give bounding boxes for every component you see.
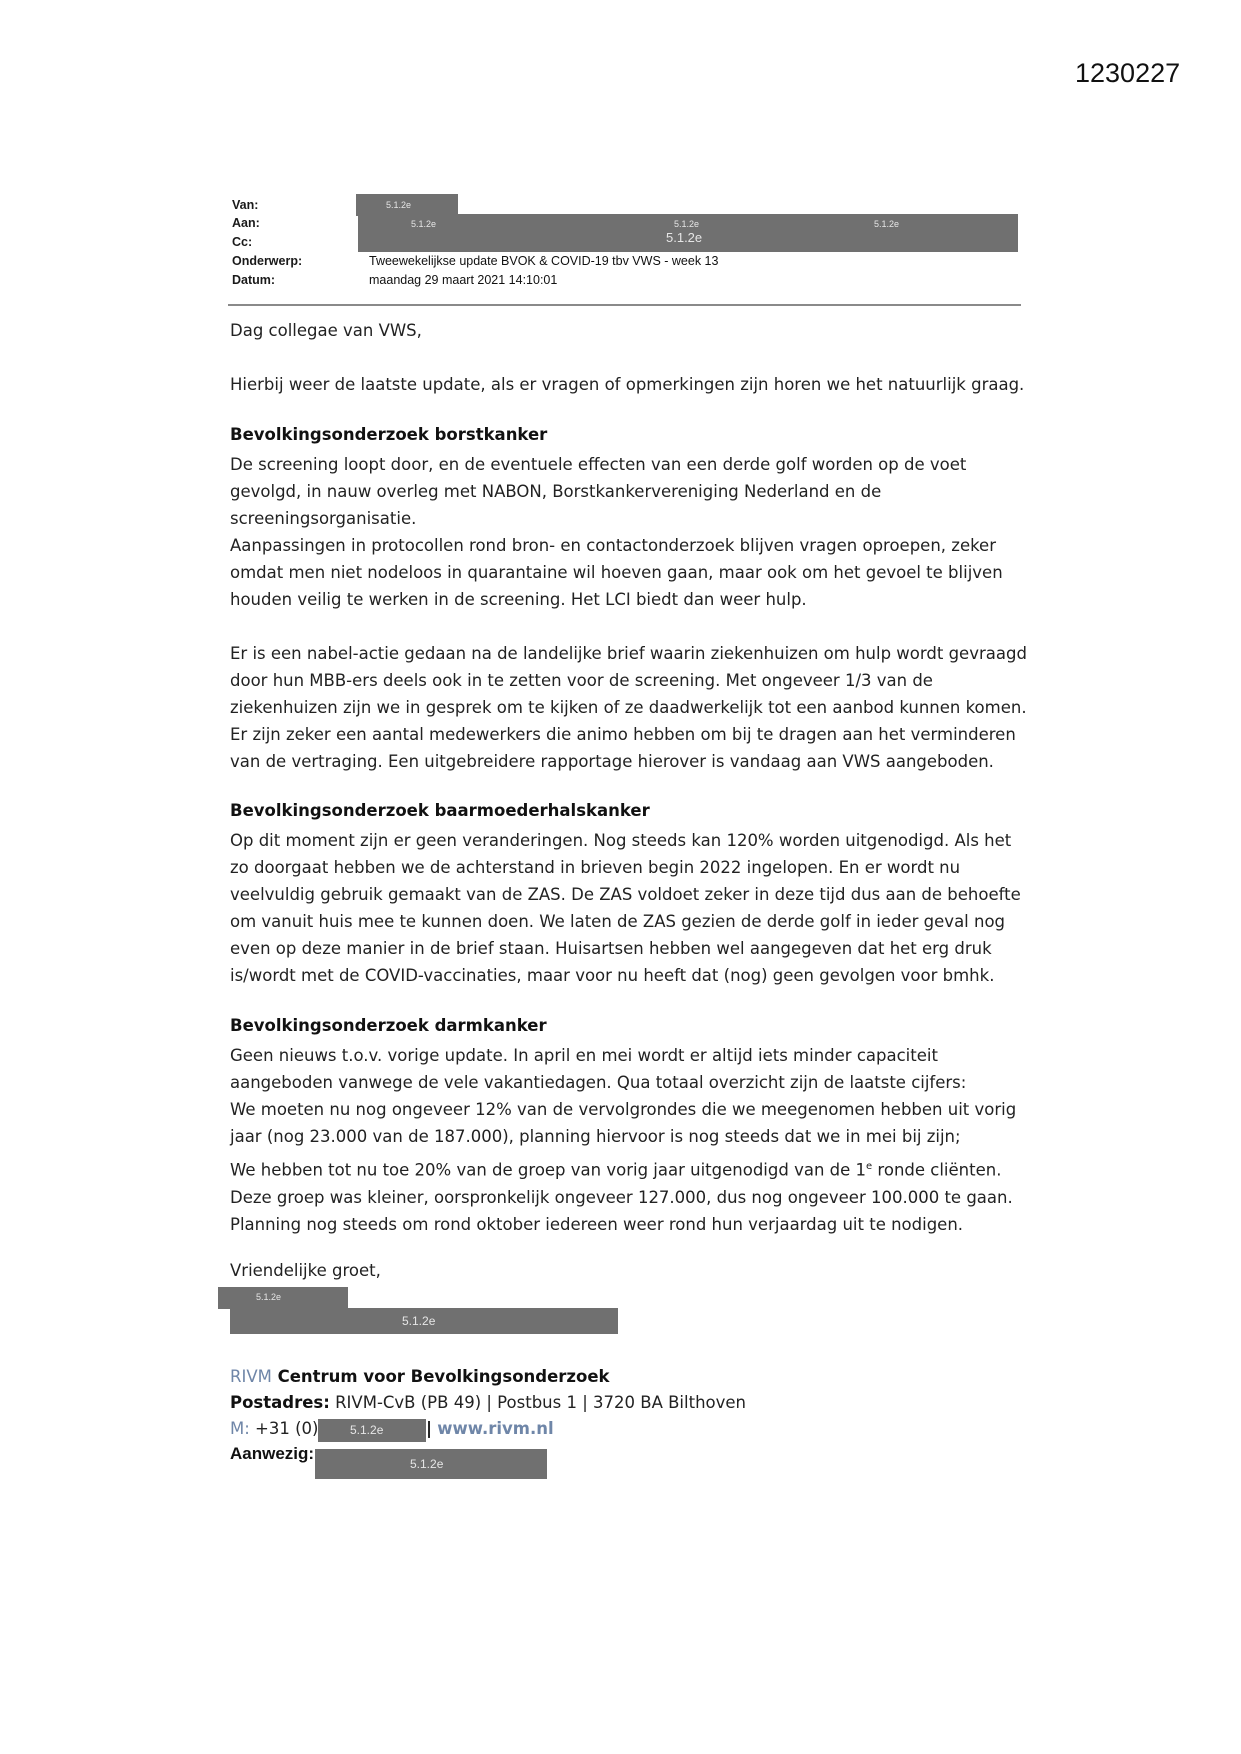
section-title-darmkanker: Bevolkingsonderzoek darmkanker [230, 1016, 547, 1035]
header-divider [228, 304, 1021, 306]
darmkanker-paragraph-1: Geen nieuws t.o.v. vorige update. In april en mei wordt er altijd iets minder capaciteit aangeboden vanwege de vele vakantiedagen. Qua totaal overzicht zijn de laatste cijfers: [230, 1046, 967, 1092]
redaction-signature-title: 5.1.2e [230, 1308, 618, 1334]
section-title-borstkanker: Bevolkingsonderzoek borstkanker [230, 425, 548, 444]
van-label: Van: [232, 198, 259, 212]
signature-phone: M: +31 (0) [230, 1419, 319, 1438]
datum-label: Datum: [232, 273, 276, 287]
cc-label: Cc: [232, 235, 253, 249]
signature-org: RIVM Centrum voor Bevolkingsonderzoek [230, 1367, 610, 1386]
darmkanker-paragraph-2: We moeten nu nog ongeveer 12% van de vervolgrondes die we meegenomen hebben uit vorig jaar (nog 23.000 van de 187.000), planning hiervoor is nog steeds dat we in mei bij zijn; [230, 1100, 1017, 1146]
darmkanker-paragraph-3: We hebben tot nu toe 20% van de groep van vorig jaar uitgenodigd van de 1e ronde cliënten. Deze groep was kleiner, oorspronkelijk ongeveer 127.000, dus nog ongeveer 100.000 te gaan. Planning nog steeds om rond oktober iedereen weer rond hun verjaardag uit te nodigen. [230, 1160, 1013, 1234]
intro-paragraph: Hierbij weer de laatste update, als er vragen of opmerkingen zijn horen we het natuurlijk graag. [230, 375, 1025, 394]
onderwerp-label: Onderwerp: [232, 254, 303, 268]
redaction-aanwezig: 5.1.2e [315, 1449, 547, 1479]
signature-postadres: Postadres: RIVM-CvB (PB 49) | Postbus 1 | 3720 BA Bilthoven [230, 1393, 746, 1412]
redaction-van: 5.1.2e [356, 194, 458, 216]
section-title-baarmoederhalskanker: Bevolkingsonderzoek baarmoederhalskanker [230, 801, 650, 820]
redaction-signature-name: 5.1.2e [218, 1287, 348, 1309]
borstkanker-paragraph-3: Er is een nabel-actie gedaan na de landelijke brief waarin ziekenhuizen om hulp wordt gevraagd door hun MBB-ers deels ook in te zetten voor de screening. Met ongeveer 1/3 van de ziekenhuizen zijn we in gesprek om te kijken of ze daadwerkelijk tot een aanbod kunnen komen. Er zijn zeker een aantal medewerkers die animo hebben om bij te dragen aan het verminderen van de vertraging. Een uitgebreidere rapportage hierover is vandaag aan VWS aangeboden. [230, 644, 1027, 771]
aan-label: Aan: [232, 216, 260, 230]
redaction-recipients: 5.1.2e 5.1.2e 5.1.2e 5.1.2e [358, 214, 1018, 252]
borstkanker-paragraph-2: Aanpassingen in protocollen rond bron- en contactonderzoek blijven vragen oproepen, zeker omdat men niet nodeloos in quarantaine wil hoeven gaan, maar ook om het gevoel te blijven houden veilig te werken in de screening. Het LCI biedt dan weer hulp. [230, 536, 1003, 609]
greeting: Dag collegae van VWS, [230, 321, 422, 340]
subject-value: Tweewekelijkse update BVOK & COVID-19 tbv VWS - week 13 [369, 254, 719, 268]
baarmoederhalskanker-paragraph: Op dit moment zijn er geen veranderingen. Nog steeds kan 120% worden uitgenodigd. Als het zo doorgaat hebben we de achterstand in brieven begin 2022 ingelopen. En er wordt nu veelvuldig gebruik gemaakt van de ZAS. De ZAS voldoet zeker in deze tijd dus aan de behoefte om vanuit huis mee te kunnen doen. We laten de ZAS gezien de derde golf in ieder geval nog even op deze manier in de brief staan. Huisartsen hebben wel aangegeven dat het erg druk is/wordt met de COVID-vaccinaties, maar voor nu heeft dat (nog) geen gevolgen voor bmhk. [230, 831, 1021, 985]
closing: Vriendelijke groet, [230, 1261, 381, 1280]
date-value: maandag 29 maart 2021 14:10:01 [369, 273, 558, 287]
signature-website-line: | www.rivm.nl [426, 1419, 554, 1438]
redaction-phone: 5.1.2e [318, 1419, 426, 1442]
signature-aanwezig: Aanwezig: [230, 1444, 315, 1463]
document-number: 1230227 [1075, 58, 1181, 88]
website-link[interactable]: www.rivm.nl [437, 1419, 554, 1438]
borstkanker-paragraph-1: De screening loopt door, en de eventuele effecten van een derde golf worden op de voet gevolgd, in nauw overleg met NABON, Borstkankervereniging Nederland en de screeningsorganisatie. [230, 455, 967, 528]
